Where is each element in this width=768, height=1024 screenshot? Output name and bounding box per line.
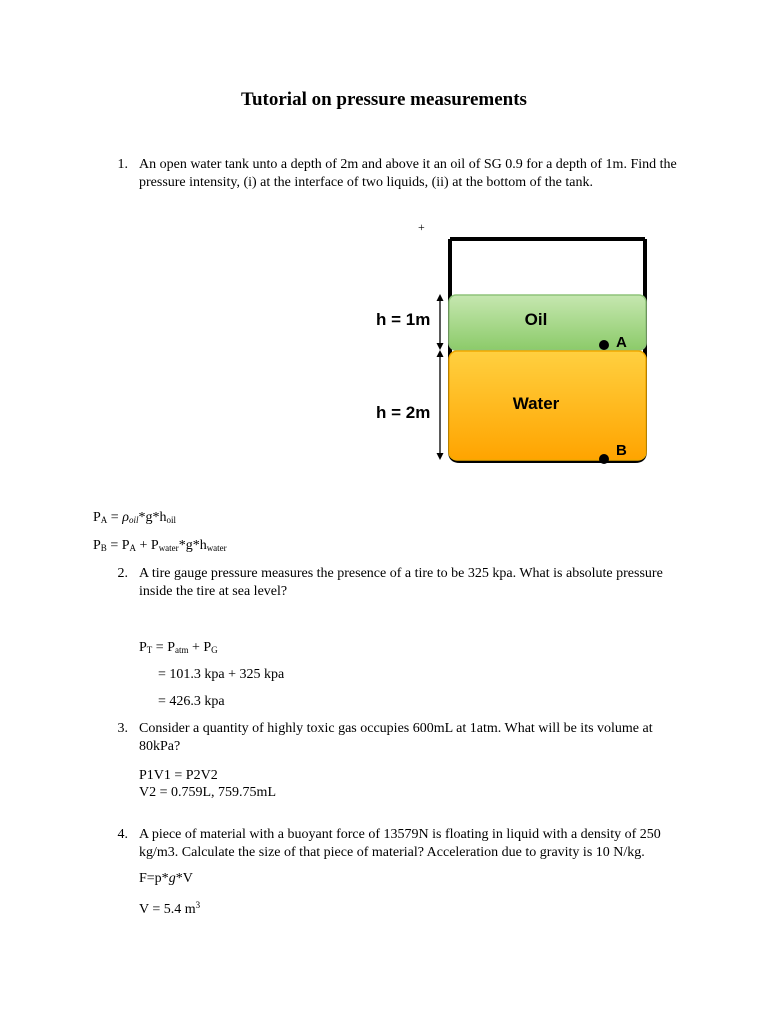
q3-line1: P1V1 = P2V2: [139, 768, 218, 783]
point-a-label: A: [616, 334, 627, 351]
q2-number: 2.: [117, 566, 128, 581]
page-title: Tutorial on pressure measurements: [241, 89, 527, 110]
q2-equation: $P_T = P_{atm} + P_G$: [139, 640, 218, 655]
q4-equation1: F=p*g*V: [139, 871, 193, 886]
q3-number: 3.: [117, 721, 128, 736]
q2-text: A tire gauge pressure measures the presence of a tire to be 325 kpa. What is absolute pressure inside the tire at sea level?: [139, 566, 663, 599]
oil-label: Oil: [524, 310, 548, 329]
q1-text: An open water tank unto a depth of 2m and above it an oil of SG 0.9 for a depth of 1m. Find the pressure intensity, (i) at the interface of two liquids, (ii) at the bottom of the tank.: [139, 157, 677, 190]
q4-number: 4.: [117, 827, 128, 842]
h-water-label: h = 2m: [376, 403, 431, 422]
water-label: Water: [512, 394, 560, 413]
h-oil-label: h = 1m: [376, 310, 431, 329]
q2-line3: = 426.3 kpa: [158, 694, 225, 709]
q1-number: 1.: [117, 157, 128, 172]
point-b-label: B: [616, 442, 627, 459]
tank-diagram: [360, 215, 660, 475]
q2-line2: = 101.3 kpa + 325 kpa: [158, 667, 285, 682]
q3-line2: V2 = 0.759L, 759.75mL: [139, 785, 276, 800]
point-a-dot: [599, 340, 609, 350]
equation-pa: $P_A = \rho_{oil}*g*h_{oil}$: [93, 510, 176, 525]
q4-equation2: V = 5.4 $m^3$: [139, 900, 201, 917]
equation-pb: $P_B = P_A + P_{water}*g*h_{water}$: [93, 538, 227, 553]
dimension-arrows: [437, 294, 444, 460]
q4-text: A piece of material with a buoyant force of 13579N is floating in liquid with a density of 250 kg/m3. Calculate the size of that piece of material? Acceleration due to gravity is 10 N/kg.: [139, 827, 661, 860]
plus-marker: +: [418, 220, 425, 234]
point-b-dot: [599, 454, 609, 464]
q3-text: Consider a quantity of highly toxic gas occupies 600mL at 1atm. What will be its volume at 80kPa?: [139, 721, 653, 754]
